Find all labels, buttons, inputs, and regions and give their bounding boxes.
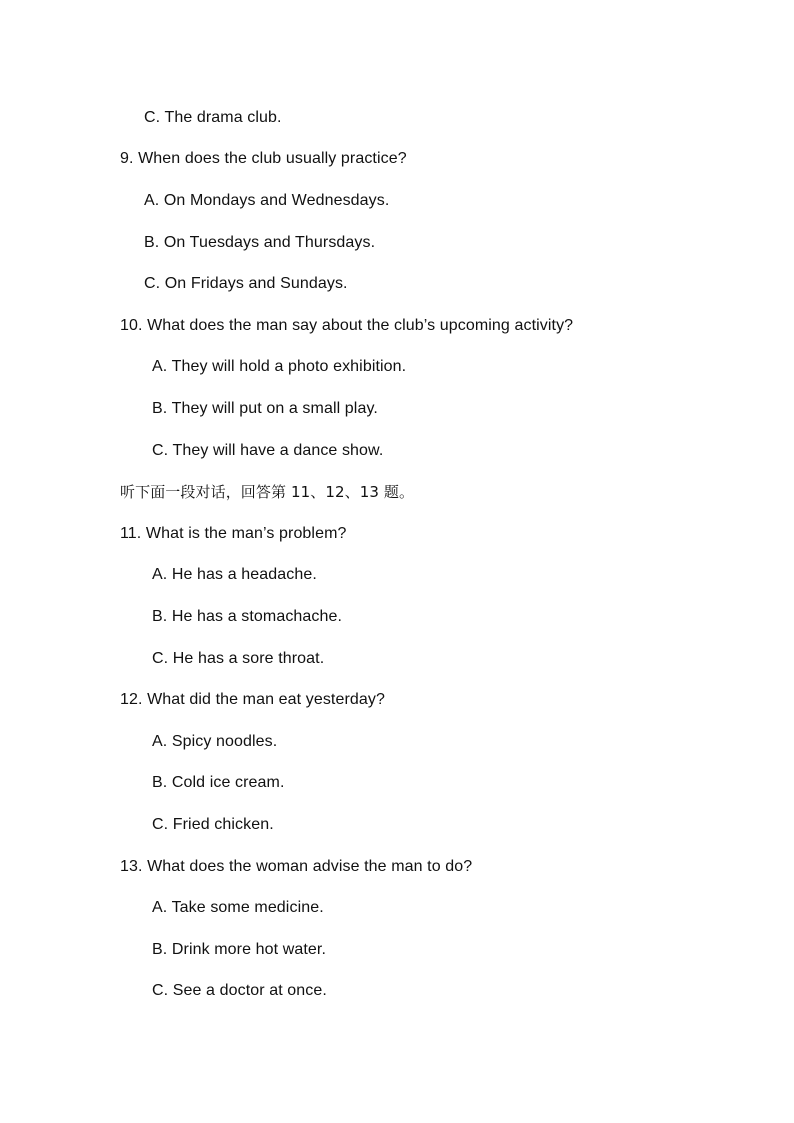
q9-option-b: B. On Tuesdays and Thursdays. <box>144 234 376 251</box>
q12-option-c: C. Fried chicken. <box>152 816 274 833</box>
q12-stem: 12. What did the man eat yesterday? <box>120 691 385 708</box>
q13-stem: 13. What does the woman advise the man to do? <box>120 858 473 875</box>
q11-option-c: C. He has a sore throat. <box>152 650 325 667</box>
q10-option-a: A. They will hold a photo exhibition. <box>152 358 407 375</box>
q11-option-a: A. He has a headache. <box>152 566 317 583</box>
q10-option-b: B. They will put on a small play. <box>152 400 378 417</box>
q13-option-c: C. See a doctor at once. <box>152 982 327 999</box>
q9-option-a: A. On Mondays and Wednesdays. <box>144 192 390 209</box>
q13-option-b: B. Drink more hot water. <box>152 941 327 958</box>
q13-option-a: A. Take some medicine. <box>152 899 324 916</box>
q9-option-c: C. On Fridays and Sundays. <box>144 275 348 292</box>
q10-option-c: C. They will have a dance show. <box>152 442 384 459</box>
q12-option-a: A. Spicy noodles. <box>152 733 278 750</box>
q11-stem: 11. What is the man’s problem? <box>120 525 347 542</box>
section-instruction: 听下面一段对话，回答第 11、12、13 题。 <box>120 483 415 501</box>
q11-option-b: B. He has a stomachache. <box>152 608 343 625</box>
q12-option-b: B. Cold ice cream. <box>152 774 285 791</box>
q10-stem: 10. What does the man say about the club’s upcoming activity? <box>120 317 574 334</box>
q9-stem: 9. When does the club usually practice? <box>120 150 407 167</box>
q8-option-c: C. The drama club. <box>144 109 282 126</box>
